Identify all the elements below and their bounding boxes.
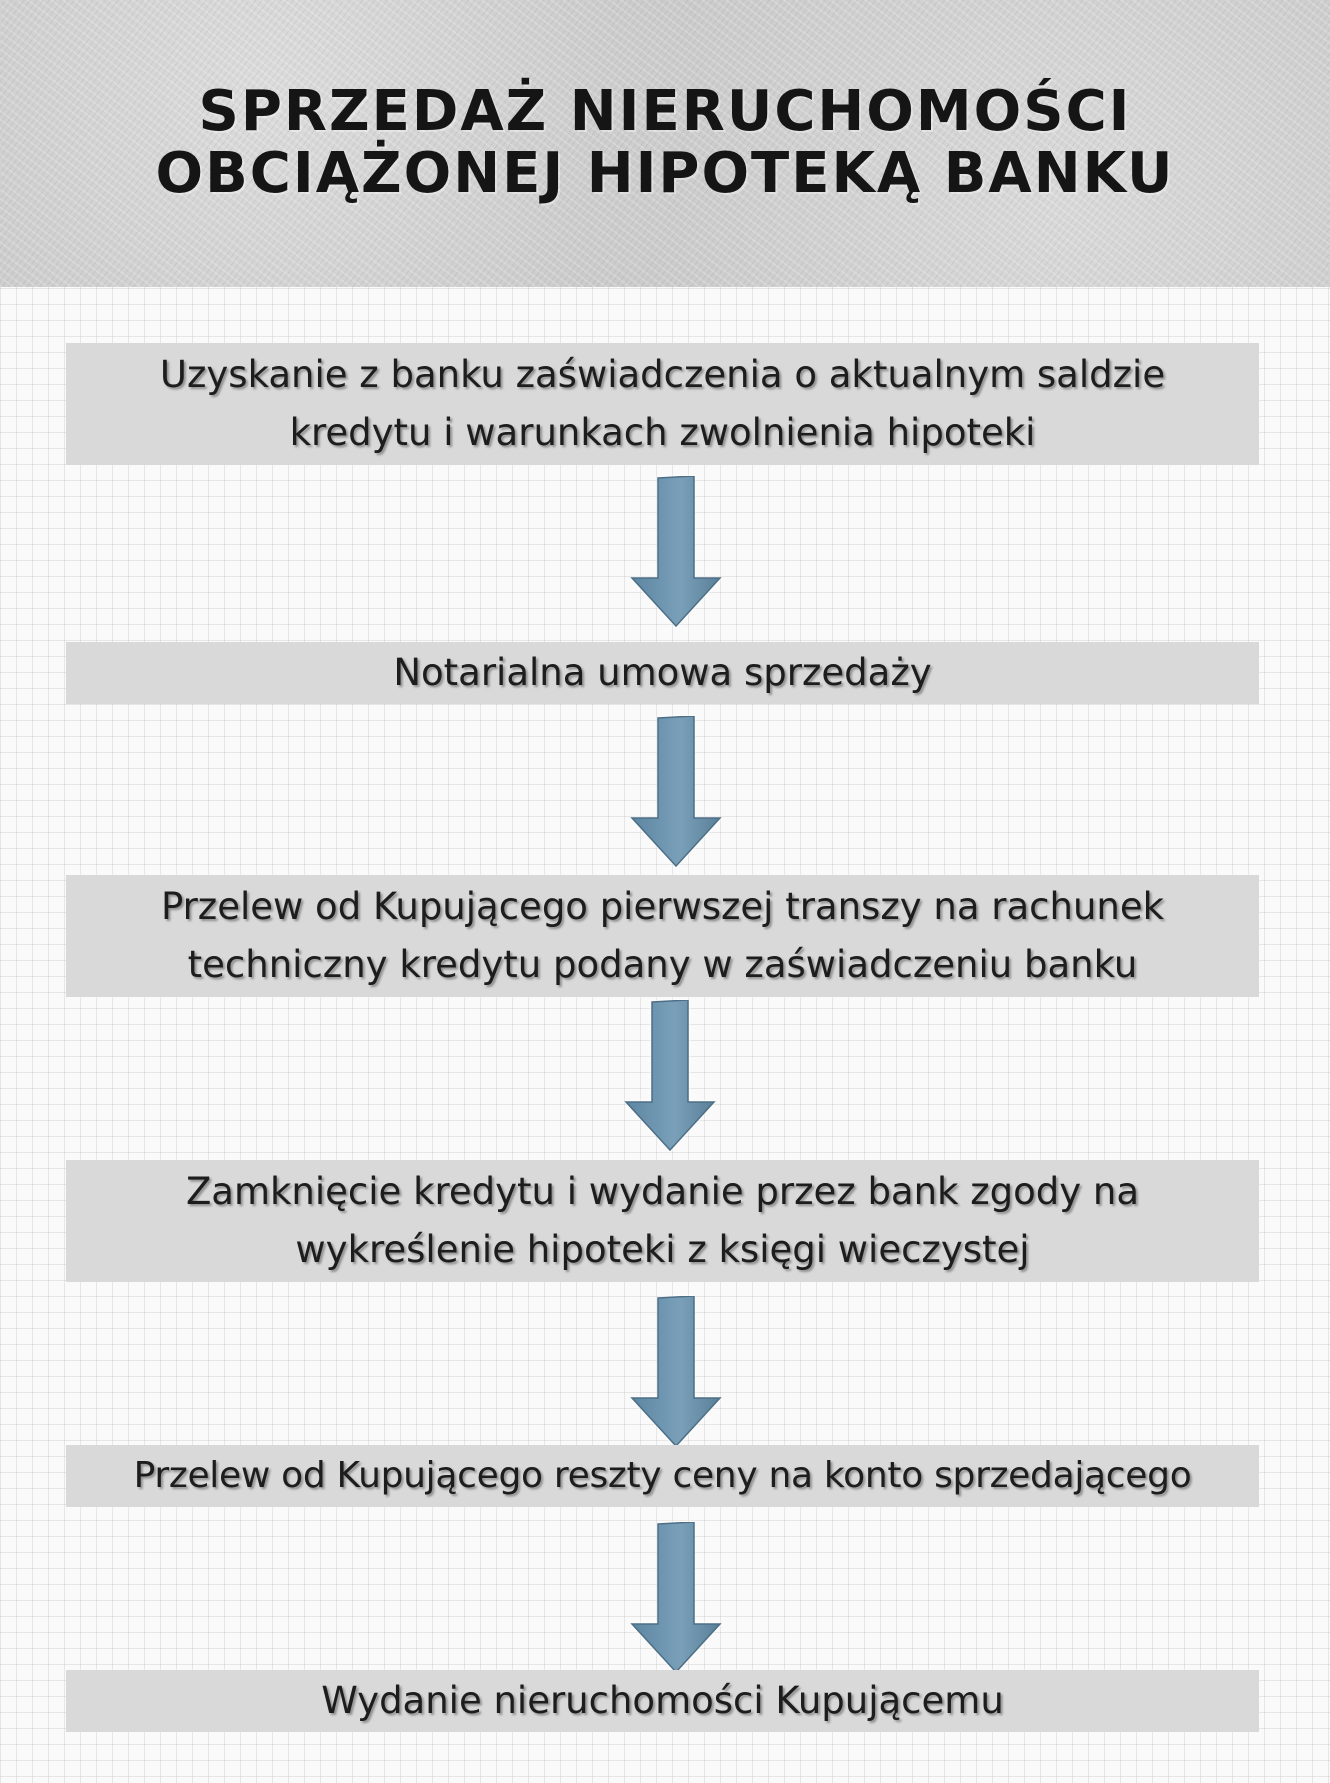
down-arrow-icon	[626, 716, 726, 868]
flow-step-4-line-2: wykreślenie hipoteki z księgi wieczystej	[295, 1228, 1030, 1271]
header-banner	[0, 0, 1330, 287]
flow-step-3-line-2: techniczny kredytu podany w zaświadczeniu banku	[187, 943, 1138, 986]
down-arrow-icon	[620, 1000, 720, 1152]
flow-step-5	[66, 1445, 1259, 1507]
flow-step-1	[66, 343, 1259, 465]
flow-step-5-line-1: Przelew od Kupującego reszty ceny na konto sprzedającego	[133, 1455, 1192, 1496]
down-arrow-icon	[626, 476, 726, 628]
flow-step-3	[66, 875, 1259, 997]
flow-step-3-line-1: Przelew od Kupującego pierwszej transzy na rachunek	[160, 885, 1165, 928]
down-arrow-icon	[626, 1522, 726, 1674]
flow-step-2	[66, 642, 1259, 704]
flow-step-1-line-1: Uzyskanie z banku zaświadczenia o aktualnym saldzie	[159, 353, 1166, 396]
flow-step-1-line-2: kredytu i warunkach zwolnienia hipoteki	[289, 411, 1036, 454]
down-arrow-icon	[626, 1296, 726, 1448]
flow-step-4-line-1: Zamknięcie kredytu i wydanie przez bank zgody na	[185, 1170, 1140, 1213]
title-line-1: SPRZEDAŻ NIERUCHOMOŚCI	[198, 79, 1132, 144]
flow-step-6-line-1: Wydanie nieruchomości Kupującemu	[321, 1679, 1004, 1722]
flow-step-2-line-1: Notarialna umowa sprzedaży	[393, 651, 932, 694]
title-line-2: OBCIĄŻONEJ HIPOTEKĄ BANKU	[155, 141, 1175, 206]
flow-step-6	[66, 1670, 1259, 1732]
flow-step-4	[66, 1160, 1259, 1282]
